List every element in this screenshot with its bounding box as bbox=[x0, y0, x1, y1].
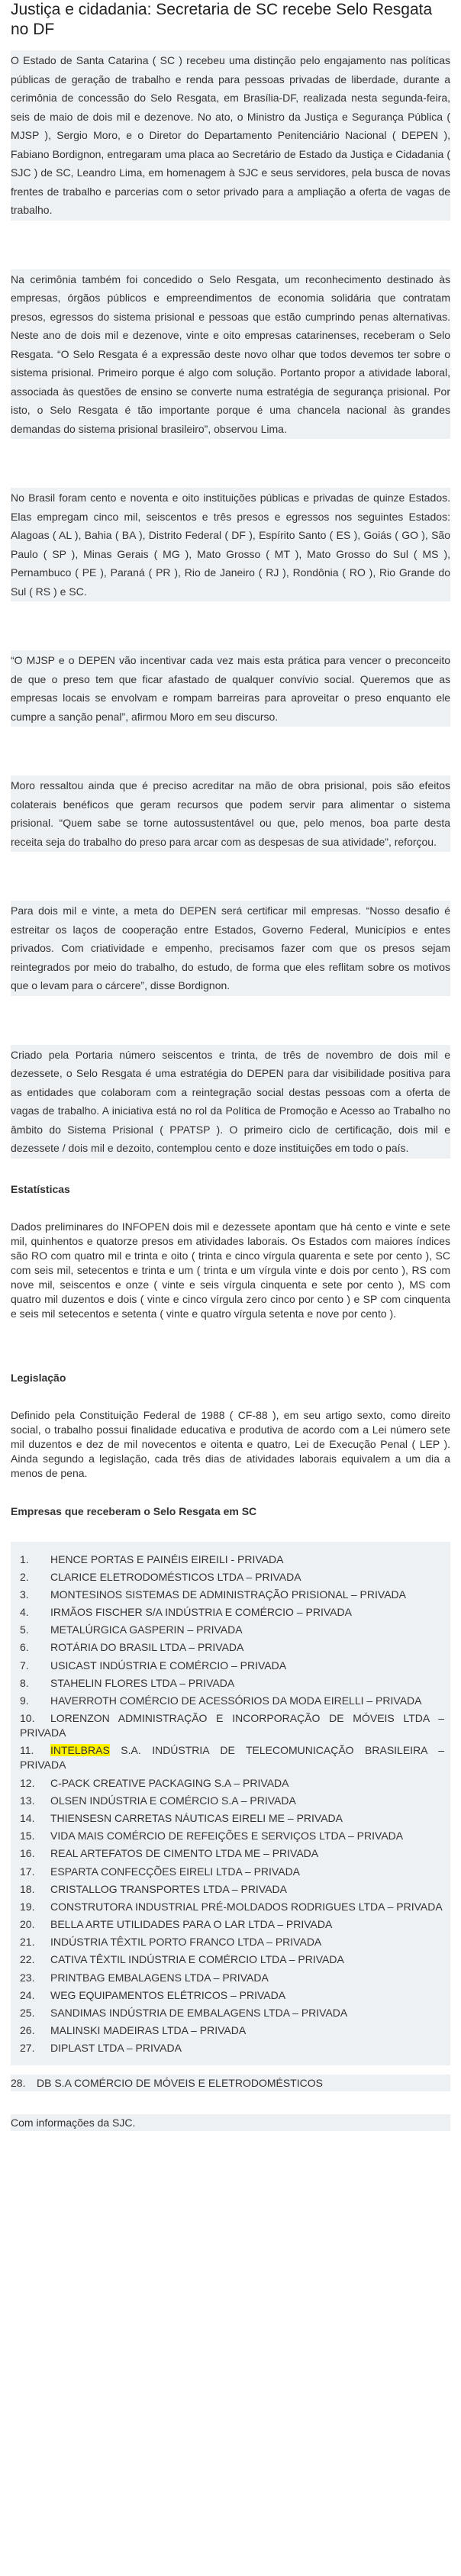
list-item: 11. INTELBRAS S.A. INDÚSTRIA DE TELECOMUNICAÇÃO BRASILEIRA – PRIVADA bbox=[20, 1744, 444, 1772]
list-item: 3. MONTESINOS SISTEMAS DE ADMINISTRAÇÃO PRISIONAL – PRIVADA bbox=[20, 1588, 406, 1601]
list-item: 14. THIENSESN CARRETAS NÁUTICAS EIRELI ME – PRIVADA bbox=[20, 1811, 343, 1824]
paragraph-5: Moro ressaltou ainda que é preciso acreditar na mão de obra prisional, pois são efeitos colaterais benéficos que geram recursos que podem servir para alimentar o sistema prisional. “Quem sabe se torne autossustentável ou que, pelo menos, boa parte desta receita seja do trabalho do preso para arcar com as despesas de sua atividade”, reforçou. bbox=[11, 775, 450, 852]
list-item: 7. USICAST INDÚSTRIA E COMÉRCIO – PRIVADA bbox=[20, 1659, 287, 1672]
list-item: 12. C-PACK CREATIVE PACKAGING S.A – PRIVADA bbox=[20, 1776, 289, 1789]
highlighted-company-name: INTELBRAS bbox=[50, 1744, 110, 1757]
paragraph-7: Criado pela Portaria número seiscentos e trinta, de três de novembro de dois mil e dezessete, o Selo Resgata é uma estratégia do DEPEN para dar visibilidade positiva para as entidades que colaboram com a reintegração social destas pessoas com a oferta de vagas de trabalho. A iniciativa está no rol da Política de Promoção e Acesso ao Trabalho no âmbito do Sistema Prisional ( PPATSP ). O primeiro ciclo de certificação, dois mil e dezessete / dois mil e dezoito, contemplou cento e doze instituições em todo o país. bbox=[11, 1045, 450, 1159]
list-item-28: 28. DB S.A COMÉRCIO DE MÓVEIS E ELETRODOMÉSTICOS bbox=[11, 2075, 450, 2091]
list-item: 13. OLSEN INDÚSTRIA E COMÉRCIO S.A – PRIVADA bbox=[20, 1794, 296, 1807]
list-item: 9. HAVERROTH COMÉRCIO DE ACESSÓRIOS DA MODA EIRELLI – PRIVADA bbox=[20, 1694, 422, 1707]
list-item: 15. VIDA MAIS COMÉRCIO DE REFEIÇÕES E SERVIÇOS LTDA – PRIVADA bbox=[20, 1830, 404, 1843]
list-item: 6. ROTÁRIA DO BRASIL LTDA – PRIVADA bbox=[20, 1641, 244, 1654]
list-item: 23. PRINTBAG EMBALAGENS LTDA – PRIVADA bbox=[20, 1971, 269, 1984]
article-title: Justiça e cidadania: Secretaria de SC recebe Selo Resgata no DF bbox=[11, 1, 433, 38]
list-item: 25. SANDIMAS INDÚSTRIA DE EMBALAGENS LTDA – PRIVADA bbox=[20, 2007, 348, 2019]
paragraph-4: “O MJSP e o DEPEN vão incentivar cada vez mais esta prática para vencer o preconceito de que o preso tem que ficar afastado de qualquer convívio social. Queremos que as empresas locais se envolvam e rompam barreiras para aproveitar o preso enquanto ele cumpre a sanção penal”, afirmou Moro em seu discurso. bbox=[11, 650, 450, 727]
list-item: 22. CATIVA TÊXTIL INDÚSTRIA E COMÉRCIO LTDA – PRIVADA bbox=[20, 1953, 344, 1966]
paragraph-3: No Brasil foram cento e noventa e oito instituições públicas e privadas de quinze Estados. Elas empregam cinco mil, seiscentos e três presos e egressos nos seguintes Estados: Alagoas ( AL ), Bahia ( BA ), Distrito Federal ( DF ), Espírito Santo ( ES ), Goiás ( GO ), São Paulo ( SP ), Minas Gerais ( MG ), Mato Grosso ( MT ), Mato Grosso do Sul ( MS ), Pernambuco ( PE ), Paraná ( PR ), Rio de Janeiro ( RJ ), Rondônia ( RO ), Rio Grande do Sul ( RS ) e SC. bbox=[11, 488, 450, 601]
list-item: 24. WEG EQUIPAMENTOS ELÉTRICOS – PRIVADA bbox=[20, 1988, 286, 2001]
paragraph-6: Para dois mil e vinte, a meta do DEPEN será certificar mil empresas. “Nosso desafio é estreitar os laços de cooperação entre Estados, Governo Federal, Municípios e entes privados. Com criatividade e empenho, precisamos fazer com que os presos sejam reintegrados por meio do trabalho, do estudo, de forma que eles reflitam sobre os motivos que o levam para o cárcere”, disse Bordignon. bbox=[11, 901, 450, 996]
list-item: 8. STAHELIN FLORES LTDA – PRIVADA bbox=[20, 1676, 235, 1689]
list-item: 16. REAL ARTEFATOS DE CIMENTO LTDA ME – PRIVADA bbox=[20, 1847, 319, 1860]
list-item: 19. CONSTRUTORA INDUSTRIAL PRÉ-MOLDADOS RODRIGUES LTDA – PRIVADA bbox=[20, 1900, 443, 1913]
paragraph-1: O Estado de Santa Catarina ( SC ) recebeu uma distinção pelo engajamento nas políticas públicas de geração de trabalho e renda para pessoas privadas de liberdade, durante a cerimônia de concessão do Selo Resgata, em Brasília-DF, realizada nesta segunda-feira, seis de maio de dois mil e dezenove. No ato, o Ministro da Justiça e Segurança Pública ( MJSP ), Sergio Moro, e o Diretor do Departamento Penitenciário Nacional ( DEPEN ), Fabiano Bordignon, entregaram uma placa ao Secretário de Estado da Justiça e Cidadania ( SJC ) de SC, Leandro Lima, em homenagem à SJC e seus servidores, pela busca de novas frentes de trabalho e parcerias com o setor privado para a ampliação a oferta de vagas de trabalho. bbox=[11, 50, 450, 221]
legislation-heading: Legislação bbox=[11, 1371, 66, 1384]
list-item: 17. ESPARTA CONFECÇÕES EIRELI LTDA – PRIVADA bbox=[20, 1865, 301, 1878]
list-item: 18. CRISTALLOG TRANSPORTES LTDA – PRIVADA bbox=[20, 1882, 287, 1895]
list-item: 27. DIPLAST LTDA – PRIVADA bbox=[20, 2042, 182, 2055]
statistics-text: Dados preliminares do INFOPEN dois mil e dezessete apontam que há cento e vinte e sete mil, quinhentos e quatorze presos em atividades laborais. Os Estados com maiores índices são RO com quatro mil e trinta e oito ( trinta e cinco vírgula quarenta e sete por cento ), SC com seis mil, setecentos e trinta e um ( trinta e um vírgula vinte e dois por cento ), RS com nove mil, seiscentos e onze ( vinte e seis vírgula cinquenta e sete por cento ), MS com quatro mil duzentos e dois ( vinte e cinco vírgula zero cinco por cento ) e SP com cinquenta e seis mil setecentos e setenta ( vinte e quatro vírgula setenta e nove por cento ). bbox=[11, 1220, 450, 1320]
list-item: 20. BELLA ARTE UTILIDADES PARA O LAR LTDA – PRIVADA bbox=[20, 1918, 333, 1931]
list-item: 21. INDÚSTRIA TÊXTIL PORTO FRANCO LTDA – PRIVADA bbox=[20, 1936, 322, 1949]
statistics-heading: Estatísticas bbox=[11, 1182, 70, 1195]
list-item: 1. HENCE PORTAS E PAINÉIS EIREILI - PRIVADA bbox=[20, 1552, 284, 1565]
companies-heading: Empresas que receberam o Selo Resgata em SC bbox=[11, 1504, 257, 1517]
list-item: 5. METALÚRGICA GASPERIN – PRIVADA bbox=[20, 1623, 243, 1636]
companies-list bbox=[11, 1542, 450, 2065]
list-item: 4. IRMÃOS FISCHER S/A INDÚSTRIA E COMÉRCIO – PRIVADA bbox=[20, 1606, 352, 1619]
list-item: 10. LORENZON ADMINISTRAÇÃO E INCORPORAÇÃO DE MÓVEIS LTDA – PRIVADA bbox=[20, 1712, 444, 1739]
list-item: 26. MALINSKI MADEIRAS LTDA – PRIVADA bbox=[20, 2024, 247, 2037]
legislation-text: Definido pela Constituição Federal de 1988 ( CF-88 ), em seu artigo sexto, como direito social, o trabalho possui finalidade educativa e produtiva de acordo com a Lei número sete mil duzentos e dez de mil novecentos e oitenta e quatro, Lei de Execução Penal ( LEP ). Ainda segundo a legislação, cada três dias de atividades laborais equivalem a um dia a menos de pena. bbox=[11, 1408, 450, 1479]
paragraph-2: Na cerimônia também foi concedido o Selo Resgata, um reconhecimento destinado às empresas, órgãos públicos e empreendimentos de economia solidária que contratam presos, egressos do sistema prisional e pessoas que estão cumprindo penas alternativas. Neste ano de dois mil e dezenove, vinte e oito empresas catarinenses, receberam o Selo Resgata. “O Selo Resgata é a expressão deste novo olhar que todos devemos ter sobre o sistema prisional. Primeiro porque é algo com solução. Portanto propor a atividade laboral, associada às questões de ensino se converte numa estratégia de segurança prisional. Por isto, o Selo Resgata é tão importante porque é uma chancela nacional às grandes demandas do sistema prisional brasileiro”, observou Lima. bbox=[11, 269, 450, 440]
list-item: 2. CLARICE ELETRODOMÉSTICOS LTDA – PRIVADA bbox=[20, 1570, 301, 1583]
credit-line: Com informações da SJC. bbox=[11, 2114, 450, 2131]
